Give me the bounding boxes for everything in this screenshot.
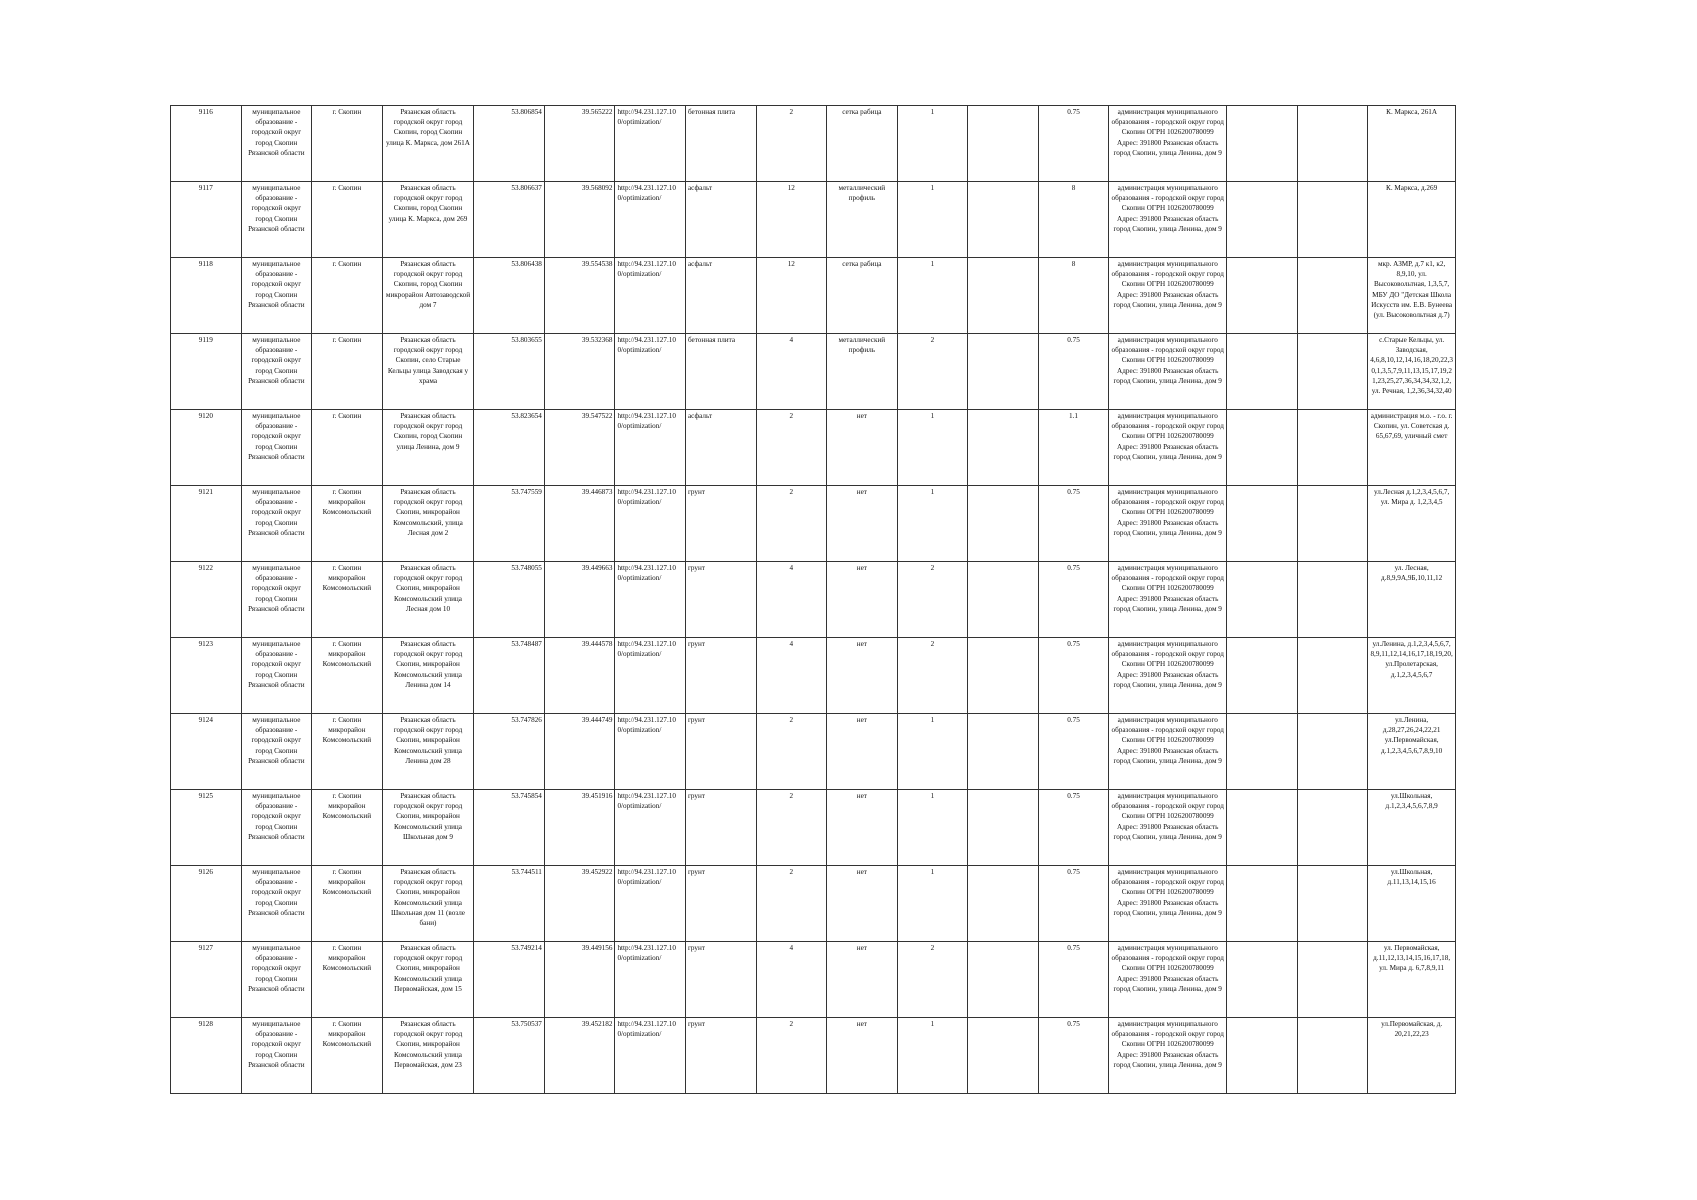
cell-latitude: 53.748487 — [474, 638, 545, 714]
cell-latitude: 53.806854 — [474, 106, 545, 182]
cell-empty — [968, 714, 1039, 790]
cell-address: Рязанская область городской округ город Скопин, микрорайон Комсомольский улица Лесная дом 10 — [382, 562, 474, 638]
cell-empty — [1297, 334, 1368, 410]
cell-fence: нет — [827, 562, 898, 638]
table-row — [171, 562, 1456, 638]
cell-empty — [1297, 638, 1368, 714]
cell-sources: ул.Школьная, д.1,2,3,4,5,6,7,8,9 — [1368, 790, 1456, 866]
cell-longitude: 39.451916 — [544, 790, 615, 866]
cell-empty — [968, 106, 1039, 182]
cell-empty — [968, 562, 1039, 638]
cell-number: 9122 — [171, 562, 242, 638]
cell-area: 2 — [756, 1018, 827, 1094]
cell-fence: металлический профиль — [827, 182, 898, 258]
cell-longitude: 39.449663 — [544, 562, 615, 638]
cell-container-count: 1 — [897, 714, 968, 790]
cell-town: г. Скопин — [312, 182, 383, 258]
cell-latitude: 53.750537 — [474, 1018, 545, 1094]
cell-owner: муниципальное образование - городской округ город Скопин Рязанской области — [241, 562, 312, 638]
cell-town: г. Скопин — [312, 258, 383, 334]
cell-address: Рязанская область городской округ город Скопин, микрорайон Комсомольский, улица Лесная дом 2 — [382, 486, 474, 562]
table-row — [171, 410, 1456, 486]
cell-sources: с.Старые Кельцы, ул. Заводская, 4,6,8,10,12,14,16,18,20,22,3 0,1,3,5,7,9,11,13,15,17,19,2 1,23,25,27,36,34,34,32,1,2, ул. Речная, 1,2,36,34,32,40 — [1368, 334, 1456, 410]
cell-empty — [1297, 562, 1368, 638]
cell-volume: 0.75 — [1038, 638, 1109, 714]
cell-owner: муниципальное образование - городской округ город Скопин Рязанской области — [241, 714, 312, 790]
table-row — [171, 638, 1456, 714]
cell-fence: нет — [827, 638, 898, 714]
cell-sources: администрация м.о. - г.о. г. Скопин, ул. Советская д. 65,67,69, уличный смет — [1368, 410, 1456, 486]
cell-town: г. Скопин микрорайон Комсомольский — [312, 486, 383, 562]
cell-sources: ул.Ленина, д.28,27,26,24,22,21 ул.Первомайская, д.1,2,3,4,5,6,7,8,9,10 — [1368, 714, 1456, 790]
cell-empty — [968, 1018, 1039, 1094]
cell-empty — [1297, 714, 1368, 790]
cell-fence: нет — [827, 1018, 898, 1094]
cell-empty — [1297, 866, 1368, 942]
table-row — [171, 1018, 1456, 1094]
cell-area: 2 — [756, 790, 827, 866]
cell-latitude: 53.803655 — [474, 334, 545, 410]
cell-surface: грунт — [685, 866, 756, 942]
cell-volume: 0.75 — [1038, 942, 1109, 1018]
cell-area: 2 — [756, 106, 827, 182]
cell-latitude: 53.747826 — [474, 714, 545, 790]
cell-owner: муниципальное образование - городской округ город Скопин Рязанской области — [241, 258, 312, 334]
cell-number: 9116 — [171, 106, 242, 182]
cell-surface: асфальт — [685, 410, 756, 486]
cell-number: 9117 — [171, 182, 242, 258]
cell-container-count: 2 — [897, 638, 968, 714]
cell-administrator: администрация муниципального образования - городской округ город Скопин ОГРН 1026200780099 Адрес: 391800 Рязанская область город Скопин, улица Ленина, дом 9 — [1109, 942, 1227, 1018]
cell-url[interactable]: http://94.231.127.10 0/optimization/ — [615, 182, 686, 258]
cell-url[interactable]: http://94.231.127.10 0/optimization/ — [615, 1018, 686, 1094]
cell-empty — [1297, 410, 1368, 486]
cell-area: 4 — [756, 942, 827, 1018]
cell-longitude: 39.452182 — [544, 1018, 615, 1094]
table-row — [171, 334, 1456, 410]
cell-volume: 0.75 — [1038, 486, 1109, 562]
cell-administrator: администрация муниципального образования - городской округ город Скопин ОГРН 1026200780099 Адрес: 391800 Рязанская область город Скопин, улица Ленина, дом 9 — [1109, 866, 1227, 942]
cell-empty — [1227, 866, 1298, 942]
cell-url[interactable]: http://94.231.127.10 0/optimization/ — [615, 258, 686, 334]
cell-empty — [1227, 638, 1298, 714]
cell-url[interactable]: http://94.231.127.10 0/optimization/ — [615, 638, 686, 714]
cell-owner: муниципальное образование - городской округ город Скопин Рязанской области — [241, 106, 312, 182]
cell-container-count: 1 — [897, 182, 968, 258]
cell-latitude: 53.806438 — [474, 258, 545, 334]
cell-empty — [1227, 942, 1298, 1018]
cell-volume: 0.75 — [1038, 866, 1109, 942]
cell-area: 2 — [756, 866, 827, 942]
cell-town: г. Скопин — [312, 106, 383, 182]
cell-surface: грунт — [685, 638, 756, 714]
cell-owner: муниципальное образование - городской округ город Скопин Рязанской области — [241, 942, 312, 1018]
cell-address: Рязанская область городской округ город Скопин, город Скопин улица К. Маркса, дом 269 — [382, 182, 474, 258]
cell-volume: 0.75 — [1038, 106, 1109, 182]
cell-sources: ул. Лесная, д.8,9,9А,9Б,10,11,12 — [1368, 562, 1456, 638]
table-row — [171, 106, 1456, 182]
cell-address: Рязанская область городской округ город Скопин, город Скопин микрорайон Автозаводской дом 7 — [382, 258, 474, 334]
cell-empty — [1297, 106, 1368, 182]
cell-number: 9124 — [171, 714, 242, 790]
registry-table — [170, 105, 1456, 1094]
cell-administrator: администрация муниципального образования - городской округ город Скопин ОГРН 1026200780099 Адрес: 391800 Рязанская область город Скопин, улица Ленина, дом 9 — [1109, 258, 1227, 334]
cell-empty — [1227, 410, 1298, 486]
cell-address: Рязанская область городской округ город Скопин, микрорайон Комсомольский улица Ленина дом 14 — [382, 638, 474, 714]
cell-empty — [968, 790, 1039, 866]
cell-address: Рязанская область городской округ город Скопин, город Скопин улица К. Маркса, дом 261А — [382, 106, 474, 182]
cell-container-count: 1 — [897, 866, 968, 942]
cell-latitude: 53.823654 — [474, 410, 545, 486]
cell-longitude: 39.547522 — [544, 410, 615, 486]
cell-administrator: администрация муниципального образования - городской округ город Скопин ОГРН 1026200780099 Адрес: 391800 Рязанская область город Скопин, улица Ленина, дом 9 — [1109, 562, 1227, 638]
cell-sources: К. Маркса, д.269 — [1368, 182, 1456, 258]
cell-administrator: администрация муниципального образования - городской округ город Скопин ОГРН 1026200780099 Адрес: 391800 Рязанская область город Скопин, улица Ленина, дом 9 — [1109, 106, 1227, 182]
cell-administrator: администрация муниципального образования - городской округ город Скопин ОГРН 1026200780099 Адрес: 391800 Рязанская область город Скопин, улица Ленина, дом 9 — [1109, 714, 1227, 790]
cell-administrator: администрация муниципального образования - городской округ город Скопин ОГРН 1026200780099 Адрес: 391800 Рязанская область город Скопин, улица Ленина, дом 9 — [1109, 334, 1227, 410]
cell-owner: муниципальное образование - городской округ город Скопин Рязанской области — [241, 866, 312, 942]
cell-area: 2 — [756, 486, 827, 562]
cell-empty — [1297, 182, 1368, 258]
cell-owner: муниципальное образование - городской округ город Скопин Рязанской области — [241, 790, 312, 866]
cell-surface: асфальт — [685, 182, 756, 258]
cell-longitude: 39.565222 — [544, 106, 615, 182]
cell-town: г. Скопин — [312, 334, 383, 410]
table-body — [171, 106, 1456, 1094]
cell-number: 9126 — [171, 866, 242, 942]
cell-empty — [1227, 182, 1298, 258]
cell-town: г. Скопин микрорайон Комсомольский — [312, 562, 383, 638]
cell-longitude: 39.449156 — [544, 942, 615, 1018]
cell-url[interactable]: http://94.231.127.10 0/optimization/ — [615, 942, 686, 1018]
cell-latitude: 53.745854 — [474, 790, 545, 866]
cell-container-count: 1 — [897, 790, 968, 866]
cell-number: 9120 — [171, 410, 242, 486]
cell-administrator: администрация муниципального образования - городской округ город Скопин ОГРН 1026200780099 Адрес: 391800 Рязанская область город Скопин, улица Ленина, дом 9 — [1109, 486, 1227, 562]
cell-area: 12 — [756, 258, 827, 334]
cell-empty — [968, 334, 1039, 410]
cell-empty — [968, 866, 1039, 942]
cell-surface: грунт — [685, 1018, 756, 1094]
cell-address: Рязанская область городской округ город Скопин, микрорайон Комсомольский улица Первомайская, дом 15 — [382, 942, 474, 1018]
cell-url[interactable]: http://94.231.127.10 0/optimization/ — [615, 790, 686, 866]
cell-fence: сетка рабица — [827, 106, 898, 182]
cell-empty — [968, 182, 1039, 258]
cell-empty — [968, 638, 1039, 714]
cell-volume: 0.75 — [1038, 334, 1109, 410]
cell-latitude: 53.749214 — [474, 942, 545, 1018]
cell-surface: грунт — [685, 562, 756, 638]
cell-empty — [1227, 334, 1298, 410]
cell-owner: муниципальное образование - городской округ город Скопин Рязанской области — [241, 410, 312, 486]
cell-administrator: администрация муниципального образования - городской округ город Скопин ОГРН 1026200780099 Адрес: 391800 Рязанская область город Скопин, улица Ленина, дом 9 — [1109, 410, 1227, 486]
cell-fence: сетка рабица — [827, 258, 898, 334]
cell-area: 12 — [756, 182, 827, 258]
cell-sources: ул. Первомайская, д.11,12,13,14,15,16,17,18, ул. Мира д. 6,7,8,9,11 — [1368, 942, 1456, 1018]
cell-empty — [968, 410, 1039, 486]
cell-surface: асфальт — [685, 258, 756, 334]
cell-number: 9127 — [171, 942, 242, 1018]
cell-sources: ул.Лесная д.1,2,3,4,5,6,7, ул. Мира д. 1,2,3,4,5 — [1368, 486, 1456, 562]
cell-volume: 0.75 — [1038, 1018, 1109, 1094]
cell-town: г. Скопин микрорайон Комсомольский — [312, 790, 383, 866]
cell-sources: мкр. АЗМР, д.7 к1, к2, 8,9,10, ул. Высоковольтная, 1,3,5,7, МБУ ДО "Детская Школа Искусств им. Е.В. Бунеева (ул. Высоковольтная д.7) — [1368, 258, 1456, 334]
cell-empty — [1297, 258, 1368, 334]
cell-fence: нет — [827, 866, 898, 942]
cell-owner: муниципальное образование - городской округ город Скопин Рязанской области — [241, 182, 312, 258]
cell-town: г. Скопин микрорайон Комсомольский — [312, 866, 383, 942]
cell-latitude: 53.806637 — [474, 182, 545, 258]
cell-address: Рязанская область городской округ город Скопин, микрорайон Комсомольский улица Школьная дом 9 — [382, 790, 474, 866]
cell-url[interactable]: http://94.231.127.10 0/optimization/ — [615, 410, 686, 486]
cell-town: г. Скопин — [312, 410, 383, 486]
cell-empty — [1227, 258, 1298, 334]
cell-latitude: 53.747559 — [474, 486, 545, 562]
cell-address: Рязанская область городской округ город Скопин, село Старые Кельцы улица Заводская у храма — [382, 334, 474, 410]
cell-longitude: 39.452922 — [544, 866, 615, 942]
cell-longitude: 39.444578 — [544, 638, 615, 714]
cell-number: 9118 — [171, 258, 242, 334]
cell-number: 9128 — [171, 1018, 242, 1094]
cell-container-count: 1 — [897, 1018, 968, 1094]
cell-empty — [1297, 486, 1368, 562]
cell-container-count: 1 — [897, 106, 968, 182]
table-row — [171, 486, 1456, 562]
cell-url[interactable]: http://94.231.127.10 0/optimization/ — [615, 106, 686, 182]
cell-empty — [968, 486, 1039, 562]
cell-sources: ул.Ленина, д.1,2,3,4,5,6,7, 8,9,11,12,14,16,17,18,19,20, ул.Пролетарская, д.1,2,3,4,5,6,7 — [1368, 638, 1456, 714]
table-row — [171, 258, 1456, 334]
cell-administrator: администрация муниципального образования - городской округ город Скопин ОГРН 1026200780099 Адрес: 391800 Рязанская область город Скопин, улица Ленина, дом 9 — [1109, 638, 1227, 714]
cell-container-count: 1 — [897, 258, 968, 334]
cell-area: 4 — [756, 638, 827, 714]
cell-volume: 0.75 — [1038, 562, 1109, 638]
cell-empty — [1227, 486, 1298, 562]
cell-empty — [1297, 1018, 1368, 1094]
cell-longitude: 39.568092 — [544, 182, 615, 258]
cell-container-count: 2 — [897, 562, 968, 638]
cell-administrator: администрация муниципального образования - городской округ город Скопин ОГРН 1026200780099 Адрес: 391800 Рязанская область город Скопин, улица Ленина, дом 9 — [1109, 1018, 1227, 1094]
cell-number: 9121 — [171, 486, 242, 562]
cell-empty — [1297, 942, 1368, 1018]
cell-owner: муниципальное образование - городской округ город Скопин Рязанской области — [241, 1018, 312, 1094]
cell-empty — [1227, 106, 1298, 182]
cell-sources: К. Маркса, 261А — [1368, 106, 1456, 182]
cell-container-count: 1 — [897, 410, 968, 486]
cell-number: 9123 — [171, 638, 242, 714]
cell-container-count: 1 — [897, 486, 968, 562]
cell-fence: нет — [827, 714, 898, 790]
table-row — [171, 866, 1456, 942]
cell-area: 2 — [756, 714, 827, 790]
cell-empty — [1227, 714, 1298, 790]
cell-surface: грунт — [685, 486, 756, 562]
cell-fence: металлический профиль — [827, 334, 898, 410]
cell-volume: 8 — [1038, 182, 1109, 258]
cell-sources: ул.Школьная, д.11,13,14,15,16 — [1368, 866, 1456, 942]
cell-area: 2 — [756, 410, 827, 486]
cell-town: г. Скопин микрорайон Комсомольский — [312, 638, 383, 714]
cell-owner: муниципальное образование - городской округ город Скопин Рязанской области — [241, 486, 312, 562]
cell-surface: бетонная плита — [685, 334, 756, 410]
cell-town: г. Скопин микрорайон Комсомольский — [312, 714, 383, 790]
cell-volume: 0.75 — [1038, 790, 1109, 866]
cell-fence: нет — [827, 410, 898, 486]
cell-url[interactable]: http://94.231.127.10 0/optimization/ — [615, 714, 686, 790]
cell-longitude: 39.532368 — [544, 334, 615, 410]
table-row — [171, 182, 1456, 258]
cell-empty — [968, 942, 1039, 1018]
cell-empty — [1227, 1018, 1298, 1094]
table-row — [171, 790, 1456, 866]
table-row — [171, 942, 1456, 1018]
cell-url[interactable]: http://94.231.127.10 0/optimization/ — [615, 562, 686, 638]
cell-latitude: 53.744511 — [474, 866, 545, 942]
cell-url[interactable]: http://94.231.127.10 0/optimization/ — [615, 486, 686, 562]
cell-url[interactable]: http://94.231.127.10 0/optimization/ — [615, 334, 686, 410]
cell-owner: муниципальное образование - городской округ город Скопин Рязанской области — [241, 334, 312, 410]
cell-address: Рязанская область городской округ город Скопин, город Скопин улица Ленина, дом 9 — [382, 410, 474, 486]
cell-longitude: 39.554538 — [544, 258, 615, 334]
cell-sources: ул.Первомайская, д. 20,21,22,23 — [1368, 1018, 1456, 1094]
cell-administrator: администрация муниципального образования - городской округ город Скопин ОГРН 1026200780099 Адрес: 391800 Рязанская область город Скопин, улица Ленина, дом 9 — [1109, 790, 1227, 866]
cell-empty — [1297, 790, 1368, 866]
cell-town: г. Скопин микрорайон Комсомольский — [312, 942, 383, 1018]
cell-empty — [968, 258, 1039, 334]
cell-fence: нет — [827, 790, 898, 866]
cell-container-count: 2 — [897, 942, 968, 1018]
cell-town: г. Скопин микрорайон Комсомольский — [312, 1018, 383, 1094]
cell-address: Рязанская область городской округ город Скопин, микрорайон Комсомольский улица Первомайская, дом 23 — [382, 1018, 474, 1094]
cell-empty — [1227, 562, 1298, 638]
cell-fence: нет — [827, 486, 898, 562]
cell-latitude: 53.748055 — [474, 562, 545, 638]
cell-area: 4 — [756, 562, 827, 638]
cell-container-count: 2 — [897, 334, 968, 410]
cell-number: 9119 — [171, 334, 242, 410]
cell-volume: 0.75 — [1038, 714, 1109, 790]
cell-surface: грунт — [685, 714, 756, 790]
cell-administrator: администрация муниципального образования - городской округ город Скопин ОГРН 1026200780099 Адрес: 391800 Рязанская область город Скопин, улица Ленина, дом 9 — [1109, 182, 1227, 258]
cell-volume: 1.1 — [1038, 410, 1109, 486]
cell-url[interactable]: http://94.231.127.10 0/optimization/ — [615, 866, 686, 942]
table-row — [171, 714, 1456, 790]
cell-surface: грунт — [685, 790, 756, 866]
cell-longitude: 39.446873 — [544, 486, 615, 562]
cell-address: Рязанская область городской округ город Скопин, микрорайон Комсомольский улица Школьная дом 11 (возле бани) — [382, 866, 474, 942]
cell-owner: муниципальное образование - городской округ город Скопин Рязанской области — [241, 638, 312, 714]
cell-longitude: 39.444749 — [544, 714, 615, 790]
cell-volume: 8 — [1038, 258, 1109, 334]
cell-surface: грунт — [685, 942, 756, 1018]
cell-address: Рязанская область городской округ город Скопин, микрорайон Комсомольский улица Ленина дом 28 — [382, 714, 474, 790]
cell-area: 4 — [756, 334, 827, 410]
cell-surface: бетонная плита — [685, 106, 756, 182]
cell-empty — [1227, 790, 1298, 866]
cell-number: 9125 — [171, 790, 242, 866]
cell-fence: нет — [827, 942, 898, 1018]
